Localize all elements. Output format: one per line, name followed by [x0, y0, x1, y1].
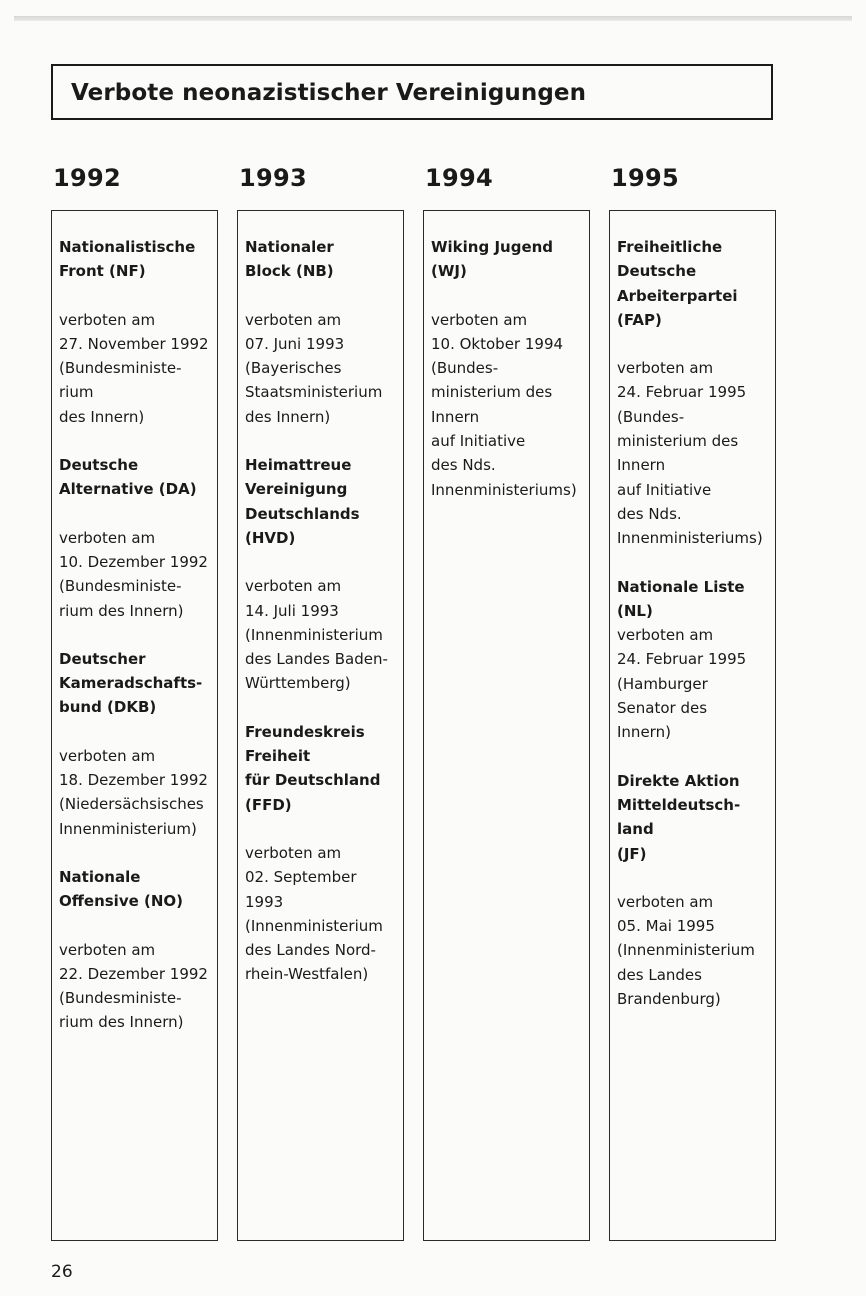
- organization-name: Nationale Liste (NL): [617, 577, 745, 620]
- organization-name: Nationale Offensive (NO): [59, 867, 184, 911]
- top-rule: [14, 16, 852, 21]
- ban-detail: verboten am 10. Dezember 1992 (Bundesministe- rium des Innern): [59, 528, 208, 620]
- organization-name: Deutscher Kameradschafts- bund (DKB): [59, 649, 203, 717]
- ban-detail: verboten am 10. Oktober 1994 (Bundes- ministerium des Innern auf Initiative des Nds. Innenministeriums): [431, 310, 577, 499]
- page-number: 26: [51, 1262, 73, 1282]
- column-box: [51, 210, 218, 1241]
- column-box: [609, 210, 776, 1241]
- organization-name: Wiking Jugend (WJ): [431, 238, 554, 281]
- year-heading: 1992: [53, 164, 121, 192]
- year-heading: 1995: [611, 164, 679, 192]
- ban-detail: verboten am 14. Juli 1993 (Innenministerium des Landes Baden- Württemberg): [245, 577, 388, 693]
- ban-detail: verboten am 02. September 1993 (Innenministerium des Landes Nord- rhein-Westfalen): [245, 843, 383, 984]
- column-1992: [51, 163, 218, 1241]
- title-box: [51, 64, 773, 120]
- column-1993: [237, 163, 404, 1241]
- ban-detail: verboten am 24. Februar 1995 (Bundes- ministerium des Innern auf Initiative des Nds. Innenministeriums): [617, 359, 763, 548]
- organization-name: Nationalistische Front (NF): [59, 238, 196, 281]
- ban-detail: verboten am 07. Juni 1993 (Bayerisches Staatsministerium des Innern): [245, 310, 383, 426]
- organization-name: Nationaler Block (NB): [245, 238, 334, 281]
- column-box: [237, 210, 404, 1241]
- year-heading: 1993: [239, 164, 307, 192]
- ban-detail: verboten am 24. Februar 1995 (Hamburger Senator des Innern): [617, 626, 747, 742]
- organization-name: Freundeskreis Freiheit für Deutschland (FFD): [245, 722, 381, 814]
- ban-detail: verboten am 22. Dezember 1992 (Bundesministe- rium des Innern): [59, 940, 208, 1032]
- organization-name: Freiheitliche Deutsche Arbeiterpartei (FAP): [617, 238, 738, 329]
- ban-detail: verboten am 18. Dezember 1992 (Niedersächsisches Innenministerium): [59, 746, 208, 838]
- organization-name: Deutsche Alternative (DA): [59, 456, 197, 499]
- column-1994: [423, 163, 590, 1241]
- page-title: Verbote neonazistischer Vereinigungen: [71, 80, 587, 106]
- organization-name: Heimattreue Vereinigung Deutschlands (HVD): [245, 456, 360, 547]
- column-box: [423, 210, 590, 1241]
- ban-detail: verboten am 27. November 1992 (Bundesministe- rium des Innern): [59, 310, 209, 426]
- year-heading: 1994: [425, 164, 493, 192]
- column-1995: [609, 163, 776, 1241]
- organization-name: Direkte Aktion Mitteldeutsch- land (JF): [617, 771, 741, 863]
- ban-detail: verboten am 05. Mai 1995 (Innenministerium des Landes Brandenburg): [617, 892, 755, 1009]
